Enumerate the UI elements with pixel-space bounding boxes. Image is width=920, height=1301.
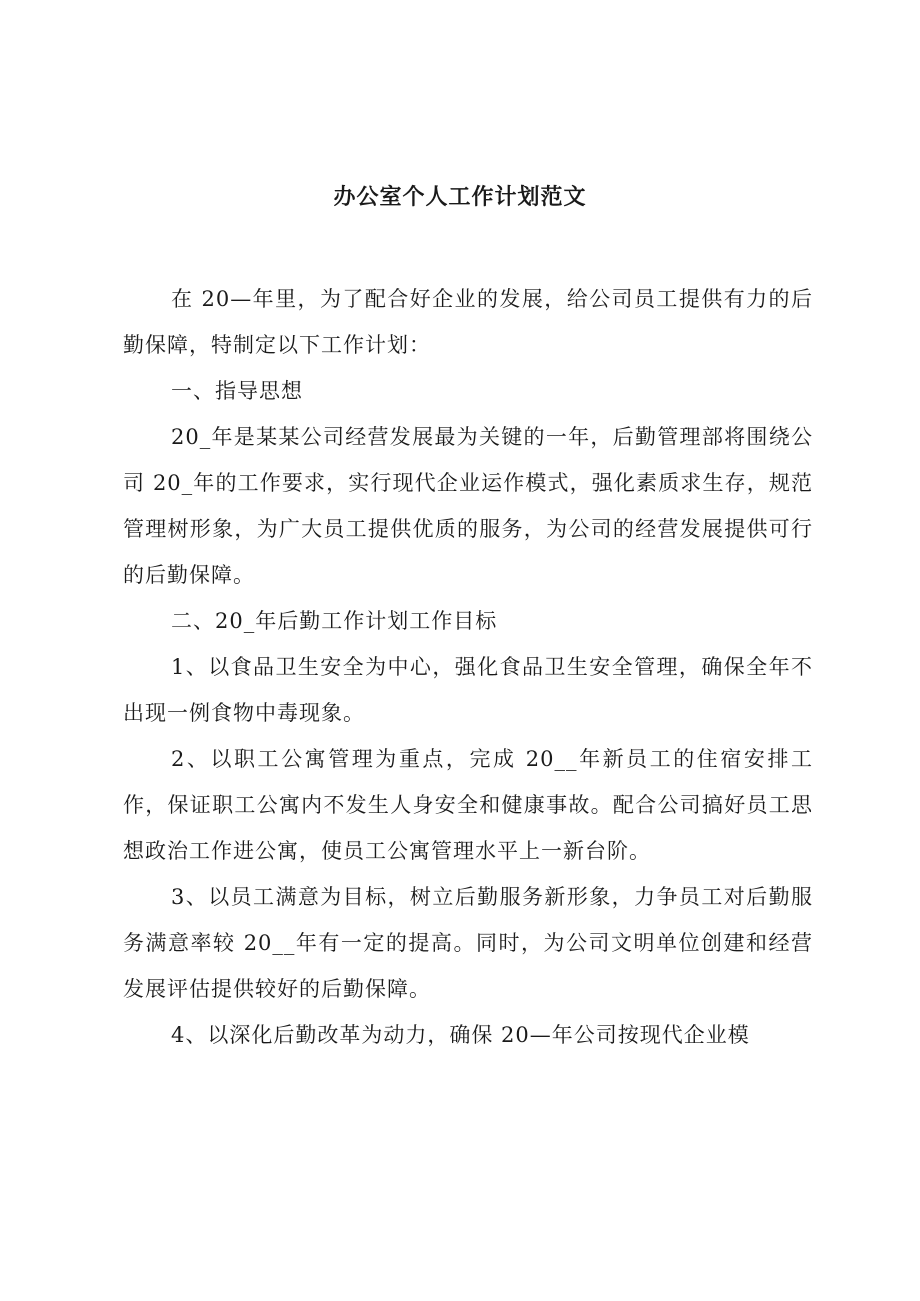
section-heading-guiding-ideology: 一、指导思想 (171, 379, 303, 403)
document-body (123, 276, 813, 1058)
goal-item-4: 4、以深化后勤改革为动力，确保 20—年公司按现代企业模 (171, 1023, 750, 1047)
goal-item-1: 1、以食品卫生安全为中心，强化食品卫生安全管理，确保全年不出现一例食物中毒现象。 (123, 655, 813, 725)
guiding-ideology-paragraph: 20_年是某某公司经营发展最为关键的一年，后勤管理部将围绕公司 20_年的工作要求，实行现代企业运作模式，强化素质求生存，规范管理树形象，为广大员工提供优质的服务，为公司的经营发展提供可行的后勤保障。 (123, 425, 813, 587)
document-title: 办公室个人工作计划范文 (333, 185, 587, 210)
goal-item-3: 3、以员工满意为目标，树立后勤服务新形象，力争员工对后勤服务满意率较 20__年有一定的提高。同时，为公司文明单位创建和经营发展评估提供较好的后勤保障。 (123, 885, 813, 1001)
intro-paragraph: 在 20—年里，为了配合好企业的发展，给公司员工提供有力的后勤保障，特制定以下工作计划： (123, 287, 813, 357)
goal-item-2: 2、以职工公寓管理为重点，完成 20__年新员工的住宿安排工作，保证职工公寓内不发生人身安全和健康事故。配合公司搞好员工思想政治工作进公寓，使员工公寓管理水平上一新台阶。 (123, 747, 813, 863)
section-heading-work-goals: 二、20_年后勤工作计划工作目标 (171, 609, 498, 633)
